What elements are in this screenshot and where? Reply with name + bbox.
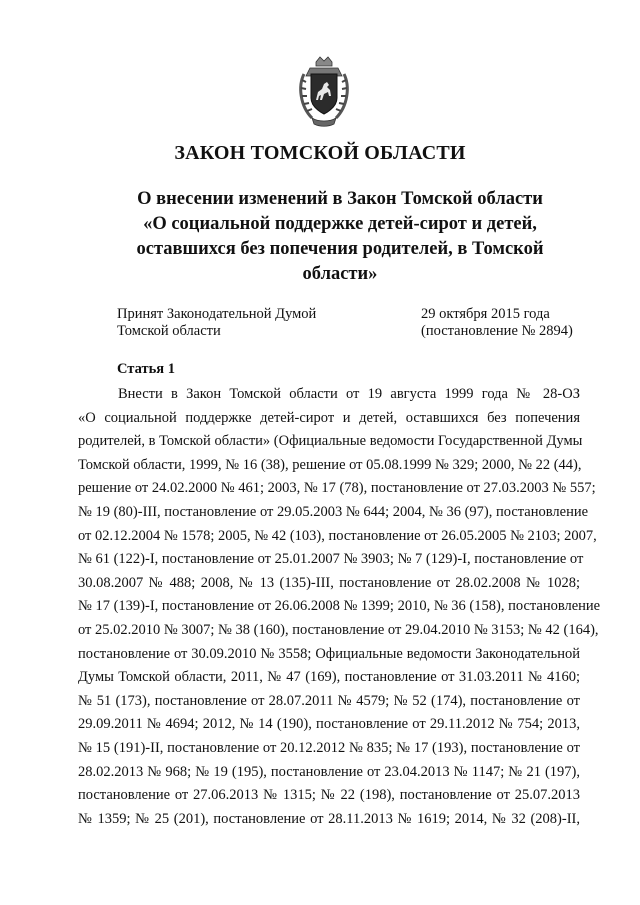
- article-line: родителей, в Томской области» (Официальные ведомости Государственной Думы: [78, 433, 583, 450]
- article-line: 30.08.2007 № 488; 2008, № 13 (135)-III, постановление от 28.02.2008 № 1028;: [78, 574, 580, 591]
- adoption-resolution-line: (постановление № 2894): [421, 323, 573, 339]
- article-line: постановление от 27.06.2013 № 1315; № 22 (198), постановление от 25.07.2013: [78, 787, 580, 804]
- article-heading: Статья 1: [117, 361, 175, 377]
- article-line: № 61 (122)-I, постановление от 25.01.2007 № 3903; № 7 (129)-I, постановление от: [78, 551, 584, 568]
- adoption-date: [421, 306, 573, 340]
- article-line: Думы Томской области, 2011, № 47 (169), постановление от 31.03.2011 № 4160;: [78, 669, 580, 686]
- article-line: Томской области, 1999, № 16 (38), решение от 05.08.1999 № 329; 2000, № 22 (44),: [78, 456, 582, 473]
- article-line: 28.02.2013 № 968; № 19 (195), постановление от 23.04.2013 № 1147; № 21 (197),: [78, 763, 580, 780]
- subject-line: «О социальной поддержке детей-сирот и детей,: [143, 214, 537, 234]
- subject-line: области»: [302, 264, 378, 284]
- article-line: «О социальной поддержке детей-сирот и детей, оставшихся без попечения: [78, 409, 580, 426]
- article-line: № 19 (80)-III, постановление от 29.05.2003 № 644; 2004, № 36 (97), постановление: [78, 503, 589, 520]
- article-line: Внести в Закон Томской области от 19 августа 1999 года № 28-ОЗ: [118, 386, 580, 402]
- article-line: от 25.02.2010 № 3007; № 38 (160), постановление от 29.04.2010 № 3153; № 42 (164),: [78, 621, 599, 638]
- article-line: № 15 (191)-II, постановление от 20.12.2012 № 835; № 17 (193), постановление от: [78, 739, 580, 756]
- article-line: № 1359; № 25 (201), постановление от 28.11.2013 № 1619; 2014, № 32 (208)-II,: [78, 810, 580, 827]
- article-line: от 02.12.2004 № 1578; 2005, № 42 (103), постановление от 26.05.2005 № 2103; 2007,: [78, 527, 597, 544]
- adoption-authority: [117, 306, 316, 340]
- coat-of-arms-icon: [296, 56, 352, 128]
- law-subject: [100, 187, 580, 287]
- article-line: 29.09.2011 № 4694; 2012, № 14 (190), постановление от 29.11.2012 № 754; 2013,: [78, 716, 580, 733]
- law-title: ЗАКОН ТОМСКОЙ ОБЛАСТИ: [174, 142, 466, 164]
- article-line: решение от 24.02.2000 № 461; 2003, № 17 (78), постановление от 27.03.2003 № 557;: [78, 480, 596, 497]
- subject-line: О внесении изменений в Закон Томской области: [137, 189, 543, 209]
- adoption-date-line: 29 октября 2015 года: [421, 306, 550, 322]
- article-line: № 17 (139)-I, постановление от 26.06.2008 № 1399; 2010, № 36 (158), постановление: [78, 598, 601, 615]
- adoption-authority-line: Томской области: [117, 323, 221, 339]
- article-line: постановление от 30.09.2010 № 3558; Официальные ведомости Законодательной: [78, 645, 580, 662]
- article-body: [78, 383, 601, 831]
- subject-line: оставшихся без попечения родителей, в Томской: [136, 239, 544, 259]
- adoption-authority-line: Принят Законодательной Думой: [117, 306, 317, 322]
- article-line: № 51 (173), постановление от 28.07.2011 № 4579; № 52 (174), постановление от: [78, 692, 580, 709]
